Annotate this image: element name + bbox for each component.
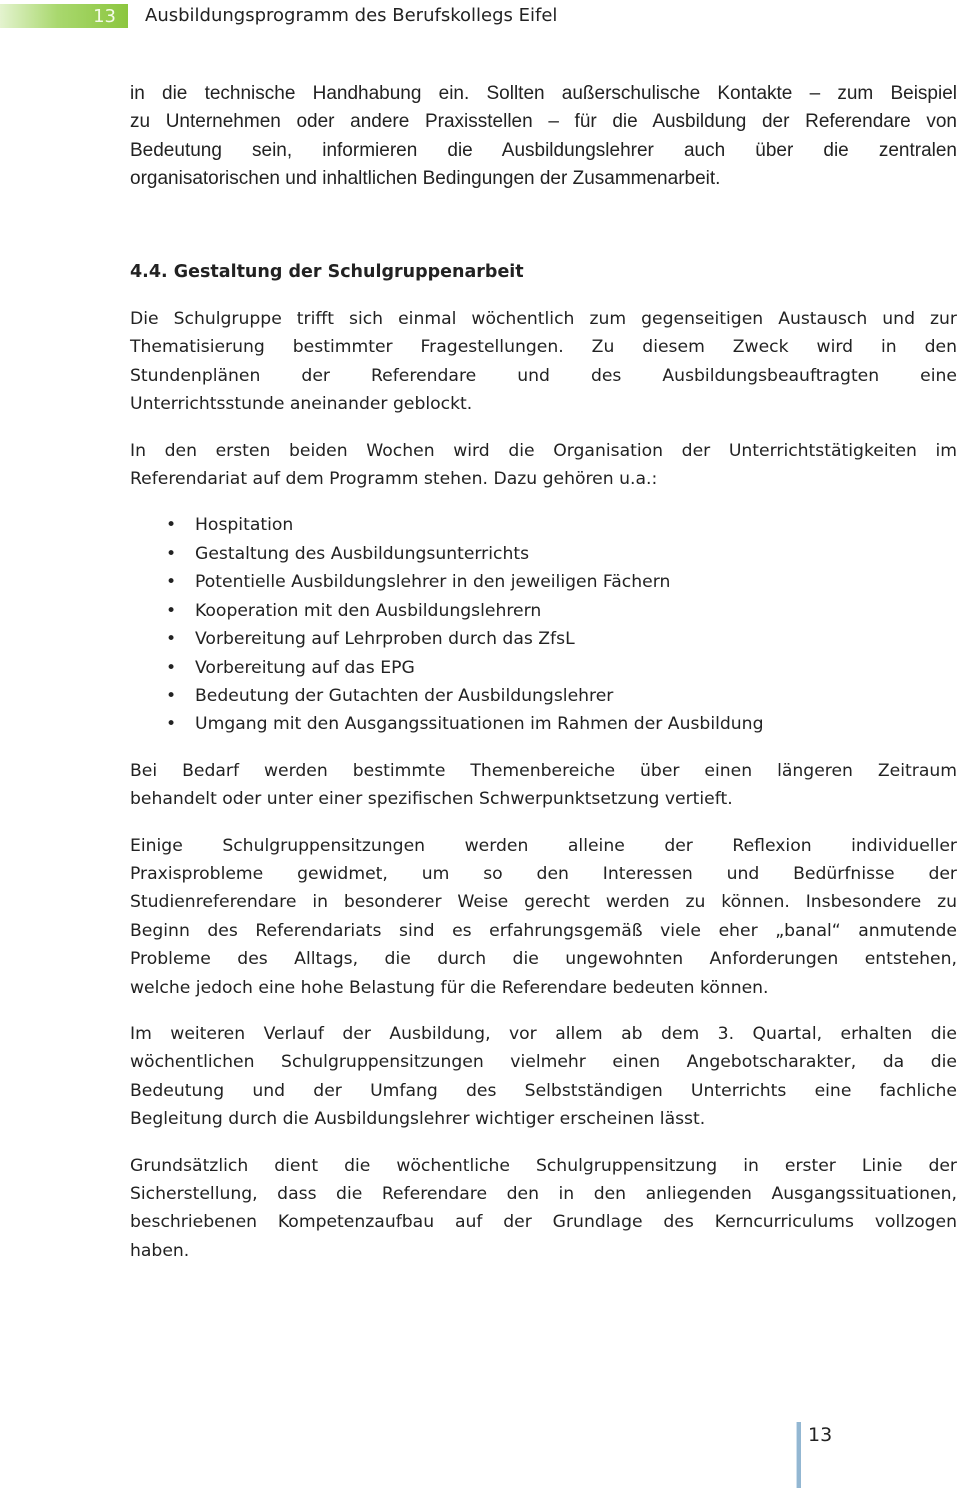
text-line: zu Unternehmen oder andere Praxisstellen – für die Ausbildung der Referendare von xyxy=(130,111,957,133)
text-line: Im weiteren Verlauf der Ausbildung, vor allem ab dem 3. Quartal, erhalten die xyxy=(130,1023,957,1044)
text-line: haben. xyxy=(130,1240,190,1261)
document-body xyxy=(130,80,957,1283)
list-item-text: Gestaltung des Ausbildungsunterrichts xyxy=(195,543,530,564)
header-title: Ausbildungsprogramm des Berufskollegs Eifel xyxy=(145,5,558,26)
intro-paragraph xyxy=(130,80,957,194)
text-line: Referendariat auf dem Programm stehen. Dazu gehören u.a.: xyxy=(130,469,658,490)
paragraph xyxy=(130,1020,957,1134)
text-line: Die Schulgruppe trifft sich einmal wöchentlich zum gegenseitigen Austausch und zur xyxy=(130,309,957,330)
text-line: Studienreferendare in besonderer Weise gerecht werden zu können. Insbesondere zu xyxy=(130,892,957,913)
text-line: beschriebenen Kompetenzaufbau auf der Grundlage des Kerncurriculums vollzogen xyxy=(130,1212,957,1233)
list-item xyxy=(130,511,957,539)
list-item xyxy=(130,568,957,596)
header-page-number: 13 xyxy=(93,6,116,27)
bullet-icon: • xyxy=(166,543,177,564)
bullet-icon: • xyxy=(166,572,177,593)
bullet-icon: • xyxy=(166,657,177,678)
text-line: Thematisierung bestimmter Fragestellungen. Zu diesem Zweck wird in den xyxy=(130,337,957,358)
text-line: Stundenplänen der Referendare und des Ausbildungsbeauftragten eine xyxy=(130,365,957,386)
list-item-text: Hospitation xyxy=(195,515,294,536)
paragraph xyxy=(130,832,957,1002)
section-heading: 4.4. Gestaltung der Schulgruppenarbeit xyxy=(130,261,524,282)
text-line: Bedeutung und der Umfang des Selbstständigen Unterrichts eine fachliche xyxy=(130,1080,957,1101)
bullet-icon: • xyxy=(166,685,177,706)
paragraph xyxy=(130,757,957,814)
bullet-icon: • xyxy=(166,600,177,621)
list-item-text: Vorbereitung auf Lehrproben durch das ZfsL xyxy=(195,629,575,650)
text-line: wöchentlichen Schulgruppensitzungen vielmehr einen Angebotscharakter, da die xyxy=(130,1052,957,1073)
list-item xyxy=(130,682,957,710)
text-line: organisatorischen und inhaltlichen Bedingungen der Zusammenarbeit. xyxy=(130,168,721,190)
list-item xyxy=(130,654,957,682)
bullet-list xyxy=(130,511,957,738)
list-item xyxy=(130,540,957,568)
bullet-icon: • xyxy=(166,629,177,650)
list-item xyxy=(130,625,957,653)
bullet-icon: • xyxy=(166,714,177,735)
text-line: Grundsätzlich dient die wöchentliche Schulgruppensitzung in erster Linie der xyxy=(130,1155,957,1176)
footer-page-number: 13 xyxy=(808,1424,833,1446)
text-line: welche jedoch eine hohe Belastung für die Referendare bedeuten können. xyxy=(130,977,769,998)
text-line: behandelt oder unter einer spezifischen Schwerpunktsetzung vertieft. xyxy=(130,789,733,810)
list-item xyxy=(130,597,957,625)
bullet-icon: • xyxy=(166,515,177,536)
text-line: Unterrichtsstunde aneinander geblockt. xyxy=(130,394,473,415)
footer-divider xyxy=(796,1422,801,1488)
header-accent-bar xyxy=(0,4,128,28)
text-line: Probleme des Alltags, die durch die ungewohnten Anforderungen entstehen, xyxy=(130,949,957,970)
list-item xyxy=(130,710,957,738)
list-item-text: Bedeutung der Gutachten der Ausbildungslehrer xyxy=(195,685,614,706)
text-line: Bei Bedarf werden bestimmte Themenbereiche über einen längeren Zeitraum xyxy=(130,760,957,781)
text-line: Praxisprobleme gewidmet, um so den Interessen und Bedürfnisse der xyxy=(130,863,957,884)
text-line: Sicherstellung, dass die Referendare den in den anliegenden Ausgangssituationen, xyxy=(130,1184,957,1204)
text-line: Beginn des Referendariats sind es erfahrungsgemäß viele eher „banal“ anmutende xyxy=(130,920,957,941)
text-line: Einige Schulgruppensitzungen werden alleine der Reflexion individueller xyxy=(130,835,957,856)
text-line: in die technische Handhabung ein. Sollten außerschulische Kontakte – zum Beispiel xyxy=(130,83,957,104)
list-item-text: Vorbereitung auf das EPG xyxy=(195,657,415,678)
list-item-text: Potentielle Ausbildungslehrer in den jeweiligen Fächern xyxy=(195,572,671,593)
list-item-text: Kooperation mit den Ausbildungslehrern xyxy=(195,600,542,621)
text-line: Bedeutung sein, informieren die Ausbildungslehrer auch über die zentralen xyxy=(130,139,957,161)
paragraph xyxy=(130,305,957,419)
text-line: In den ersten beiden Wochen wird die Organisation der Unterrichtstätigkeiten im xyxy=(130,440,957,461)
paragraph xyxy=(130,1152,957,1266)
text-line: Begleitung durch die Ausbildungslehrer wichtiger erscheinen lässt. xyxy=(130,1109,706,1130)
list-item-text: Umgang mit den Ausgangssituationen im Rahmen der Ausbildung xyxy=(195,714,764,735)
paragraph xyxy=(130,437,957,494)
